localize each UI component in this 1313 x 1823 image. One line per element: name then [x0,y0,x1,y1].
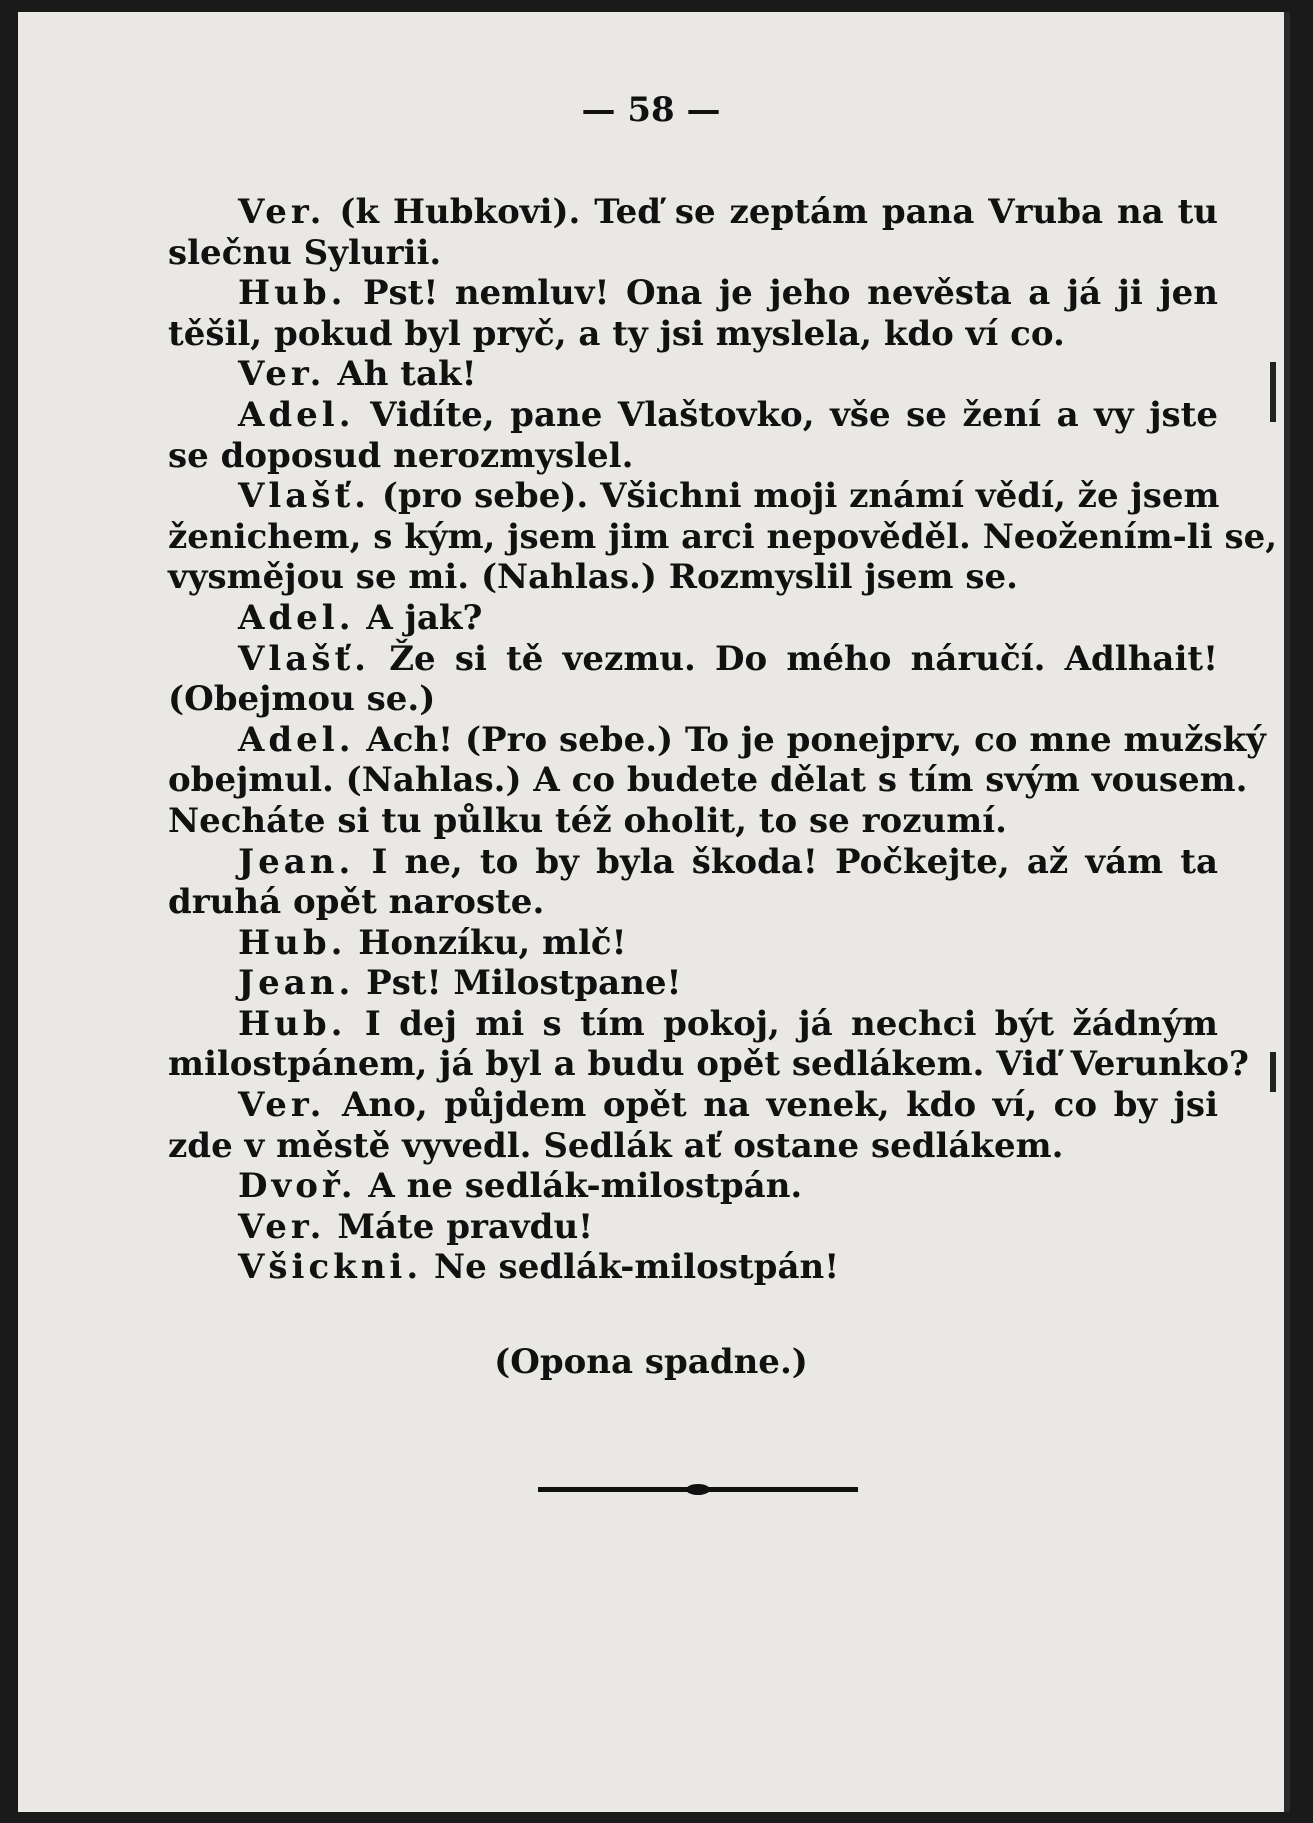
text-line [168,1207,1218,1248]
line-text: Že si tě vezmu. Do mého náručí. Adlhait! [370,638,1218,679]
text-line [168,354,1218,395]
dialogue-text [168,192,1278,1288]
text-line [168,1126,1218,1167]
speaker-name: Hub. [238,922,347,963]
edge-mark [1270,362,1276,422]
text-line [168,1044,1249,1085]
line-text: Pst! Milostpane! [354,963,682,1004]
line-text: Ne sedlák-milostpán! [422,1247,840,1288]
stage-direction-curtain: (Opona spadne.) [494,1342,808,1382]
line-text: Honzíku, mlč! [346,922,627,963]
text-line [168,923,1218,964]
text-line [168,436,1218,477]
speaker-name: Dvoř. [238,1166,357,1207]
text-line [168,963,1218,1004]
line-text: (k Hubkovi). Teď se zeptám pana Vruba na tu [325,192,1218,232]
speaker-name: Vlašť. [238,638,371,679]
text-line [168,273,1218,314]
speaker-name: Adel. [238,394,355,435]
text-line [168,192,1218,233]
line-text: druhá opět naroste. [168,882,545,923]
line-text: obejmul. (Nahlas.) A co budete dělat s tím svým vousem. [168,760,1248,801]
line-text: ženichem, s kým, jsem jim arci nepověděl. Neožením-li se, [168,516,1278,557]
line-text: se doposud nerozmyslel. [168,435,634,476]
line-text: vysmějou se mi. (Nahlas.) Rozmyslil jsem se. [168,557,1018,598]
text-line [168,598,1218,639]
text-line [168,395,1218,436]
text-line [168,314,1218,355]
line-text: Pst! nemluv! Ona je jeho nevěsta a já ji jen [346,273,1218,314]
speaker-name: Ver. [238,354,326,395]
line-text: Máte pravdu! [325,1206,594,1247]
speaker-name: Jean. [238,963,355,1004]
line-text: I ne, to by byla škoda! Počkejte, až vám ta [354,841,1218,882]
text-line [168,842,1218,883]
book-page [18,12,1290,1812]
speaker-name: Vlašť. [238,476,371,517]
speaker-name: Adel. [238,597,355,638]
line-text: (Obejmou se.) [168,679,436,720]
line-text: Vidíte, pane Vlaštovko, vše se žení a vy jste [354,394,1218,435]
text-line [168,1085,1218,1126]
line-text: Ah tak! [325,354,477,395]
text-line [168,476,1218,517]
line-text: Necháte si tu půlku též oholit, to se rozumí. [168,800,1007,841]
speaker-name: Hub. [238,273,347,314]
line-text: milostpánem, já byl a budu opět sedlákem. Viď Verunko? [168,1044,1249,1085]
text-line [168,760,1248,801]
line-text: zde v městě vyvedl. Sedlák ať ostane sedlákem. [168,1125,1064,1166]
text-line [168,233,1218,274]
end-ornament-rule [538,1487,858,1492]
text-line [168,1166,1218,1207]
speaker-name: Jean. [238,841,355,882]
speaker-name: Ver. [238,192,326,232]
line-text: (pro sebe). Všichni moji známí vědí, že jsem [370,476,1220,517]
text-line [168,639,1218,680]
text-line [168,679,1218,720]
line-text: těšil, pokud byl pryč, a ty jsi myslela, kdo ví co. [168,313,1065,354]
line-text: A jak? [354,597,483,638]
speaker-name: Ver. [238,1206,326,1247]
text-line [168,1247,1218,1288]
speaker-name: Hub. [238,1003,347,1044]
edge-mark [1270,1052,1276,1092]
page-number: — 58 — [581,90,721,130]
line-text: I dej mi s tím pokoj, já nechci být žádným [346,1003,1218,1044]
speaker-name: Ver. [238,1085,326,1126]
text-line [168,882,1218,923]
text-line [168,719,1266,761]
text-line [168,516,1278,558]
line-text: Ach! (Pro sebe.) To je ponejprv, co mne mužský [354,719,1266,760]
line-text: slečnu Sylurii. [168,232,442,273]
speaker-name: Všickni. [238,1247,423,1288]
line-text: A ne sedlák-milostpán. [356,1166,803,1207]
text-line [168,801,1218,842]
speaker-name: Adel. [238,719,355,760]
text-line [168,557,1218,598]
text-line [168,1004,1218,1045]
line-text: Ano, půjdem opět na venek, kdo ví, co by jsi [325,1085,1218,1126]
